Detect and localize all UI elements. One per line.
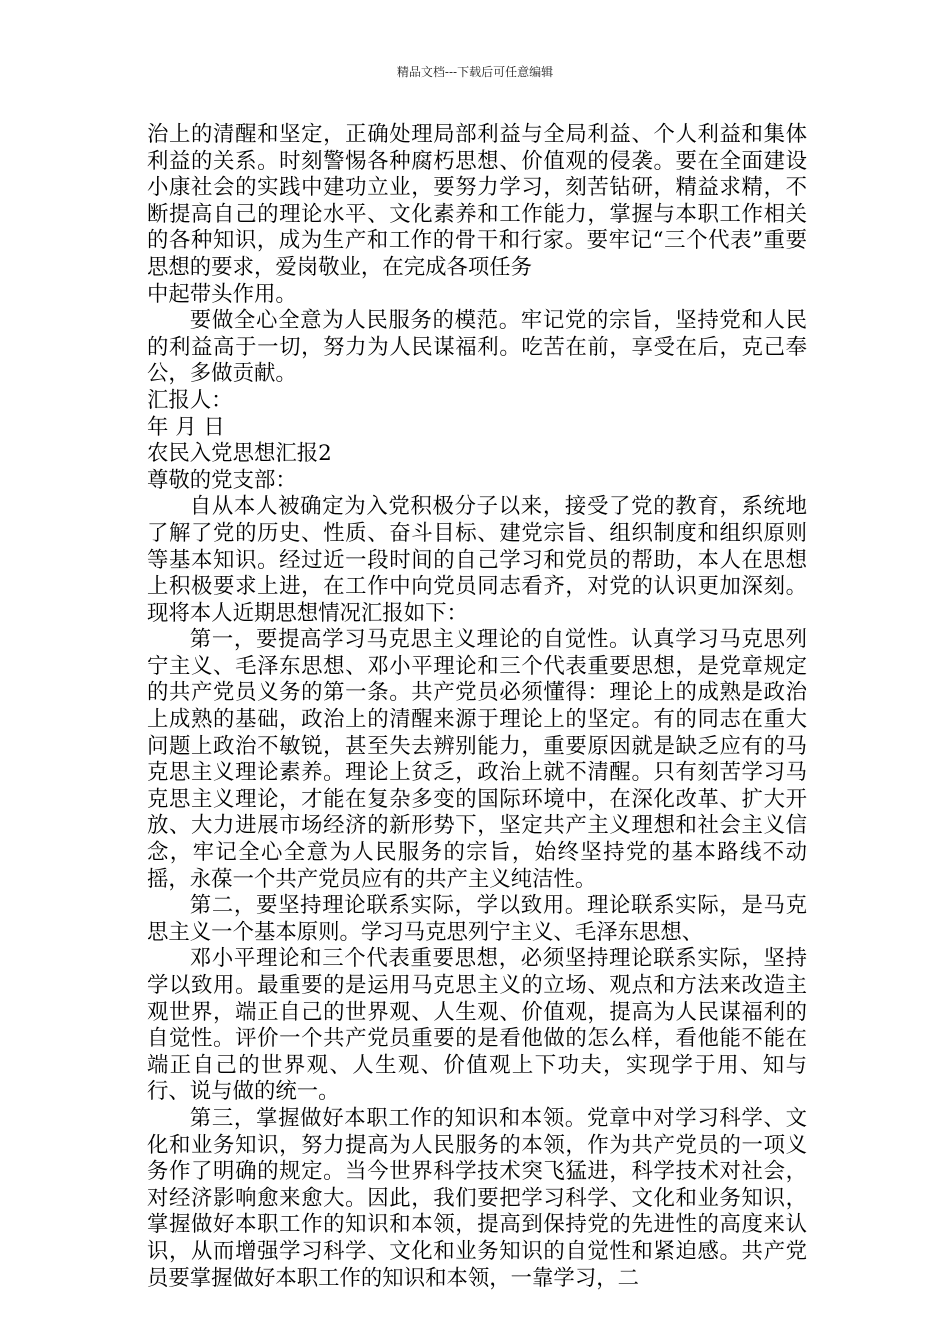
paragraph-second-point: 第二，要坚持理论联系实际，学以致用。理论联系实际，是马克思主义一个基本原则。学习马克思列宁主义、毛泽东思想、: [147, 893, 807, 945]
paragraph-continued: 治上的清醒和坚定，正确处理局部利益与全局利益、个人利益和集体利益的关系。时刻警惕各种腐朽思想、价值观的侵袭。要在全面建设小康社会的实践中建功立业，要努力学习，刻苦钻研，精益求精，不断提高自己的理论水平、文化素养和工作能力，掌握与本职工作相关的各种知识，成为生产和工作的骨干和行家。要牢记“三个代表”重要思想的要求，爱岗敬业，在完成各项任务: [147, 122, 807, 280]
paragraph-model-service: 要做全心全意为人民服务的模范。牢记党的宗旨，坚持党和人民的利益高于一切，努力为人民谋福利。吃苦在前，享受在后，克己奉公，多做贡献。: [147, 308, 807, 387]
reporter-label: 汇报人：: [147, 387, 233, 413]
paragraph-third-point: 第三，掌握做好本职工作的知识和本领。党章中对学习科学、文化和业务知识，努力提高为人民服务的本领，作为共产党员的一项义务作了明确的规定。当今世界科学技术突飞猛进，科学技术对社会，对经济影响愈来愈大。因此，我们要把学习科学、文化和业务知识，掌握做好本职工作的知识和本领，提高到保持党的先进性的高度来认识，从而增强学习科学、文化和业务知识的自觉性和紧迫感。共产党员要掌握做好本职工作的知识和本领，一靠学习，二: [147, 1105, 807, 1291]
date-line: 年 月 日: [147, 414, 225, 440]
paragraph-intro: 自从本人被确定为入党积极分子以来，接受了党的教育，系统地了解了党的历史、性质、奋斗目标、建党宗旨、组织制度和组织原则等基本知识。经过近一段时间的自己学习和党员的帮助，本人在思想上积极要求上进，在工作中向党员同志看齐，对党的认识更加深刻。现将本人近期思想情况汇报如下：: [147, 494, 807, 626]
paragraph-continued-tail: 中起带头作用。: [147, 281, 297, 307]
document-body: [147, 122, 807, 1292]
paragraph-first-point: 第一，要提高学习马克思主义理论的自觉性。认真学习马克思列宁主义、毛泽东思想、邓小平理论和三个代表重要思想，是党章规定的共产党员义务的第一条。共产党员必须懂得：理论上的成熟是政治上成熟的基础，政治上的清醒来源于理论上的坚定。有的同志在重大问题上政治不敏锐，甚至失去辨别能力，重要原因就是缺乏应有的马克思主义理论素养。理论上贫乏，政治上就不清醒。只有刻苦学习马克思主义理论，才能在复杂多变的国际环境中，在深化改革、扩大开放、大力进展市场经济的新形势下，坚定共产主义理想和社会主义信念，牢记全心全意为人民服务的宗旨，始终坚持党的基本路线不动摇，永葆一个共产党员应有的共产主义纯洁性。: [147, 627, 807, 892]
report-title: 农民入党思想汇报2: [147, 441, 332, 467]
page-header: 精品文档---下载后可任意编辑: [396, 65, 554, 79]
salutation: 尊敬的党支部：: [147, 467, 297, 493]
paragraph-second-point-cont: 邓小平理论和三个代表重要思想，必须坚持理论联系实际，坚持学以致用。最重要的是运用马克思主义的立场、观点和方法来改造主观世界，端正自己的世界观、人生观、价值观，提高为人民谋福利的自觉性。评价一个共产党员重要的是看他做的怎么样，看他能不能在端正自己的世界观、人生观、价值观上下功夫，实现学于用、知与行、说与做的统一。: [147, 946, 807, 1105]
